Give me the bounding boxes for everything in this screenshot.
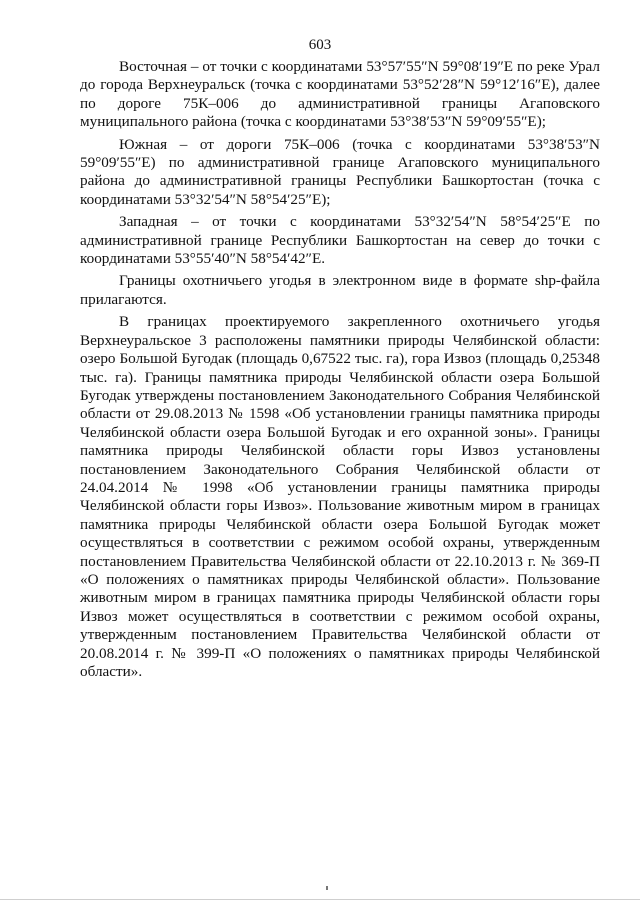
page-number: 603 — [308, 37, 332, 53]
paragraph-west-boundary: Западная – от точки с координатами 53°32′54″N 58°54′25″E по административной границе Республики Башкортостан на север до точки с координатами 53°55′40″N 58°54′42″E. — [80, 213, 600, 268]
paragraph-south-boundary: Южная – от дороги 75К–006 (точка с координатами 53°38′53″N 59°09′55″E) по административной границе Агаповского муниципального района до административной границы Республики Башкортостан (точка с координатами 53°32′54″N 58°54′25″E); — [80, 135, 600, 208]
paragraph-nature-monuments: В границах проектируемого закрепленного охотничьего угодья Верхнеуральское 3 расположены памятники природы Челябинской области: озеро Большой Бугодак (площадь 0,67522 тыс. га), гора Извоз (площадь 0,25348 тыс. га). Границы памятника природы Челябинской области озера Большой Бугодак утверждены постановлением Законодательного Собрания Челябинской области от 29.08.2013 № 1598 «Об установлении границы памятника природы Челябинской области озера Большой Бугодак и его охранной зоны». Границы памятника природы Челябинской области горы Извоз установлены постановлением Законодательного Собрания Челябинской области от 24.04.2014 № 1998 «Об установлении границы памятника природы Челябинской области горы Извоз». Пользование животным миром в границах памятника природы Челябинской области озера Большой Бугодак может осуществляться в соответствии с режимом особой охраны, утвержденным постановлением Правительства Челябинской области от 22.10.2013 г. № 369-П «О положениях о памятниках природы Челябинской области». Пользование животным миром в границах памятника природы Челябинской области горы Извоз может осуществляться в соответствии с режимом особой охраны, утвержденным постановлением Правительства Челябинской области от 20.08.2014 г. № 399-П «О положениях о памятниках природы Челябинской области». — [80, 313, 600, 680]
paragraph-east-boundary: Восточная – от точки с координатами 53°57′55″N 59°08′19″E по реке Урал до города Верхнеуральск (точка с координатами 53°52′28″N 59°12′16″E), далее по дороге 75К–006 до административной границы Агаповского муниципального района (точка с координатами 53°38′53″N 59°09′55″E); — [80, 58, 600, 131]
scan-artifact-mark — [326, 886, 328, 890]
page-bottom-edge — [0, 899, 640, 900]
document-body — [80, 58, 600, 681]
paragraph-shp-file: Границы охотничьего угодья в электронном виде в формате shp-файла прилагаются. — [80, 272, 600, 308]
